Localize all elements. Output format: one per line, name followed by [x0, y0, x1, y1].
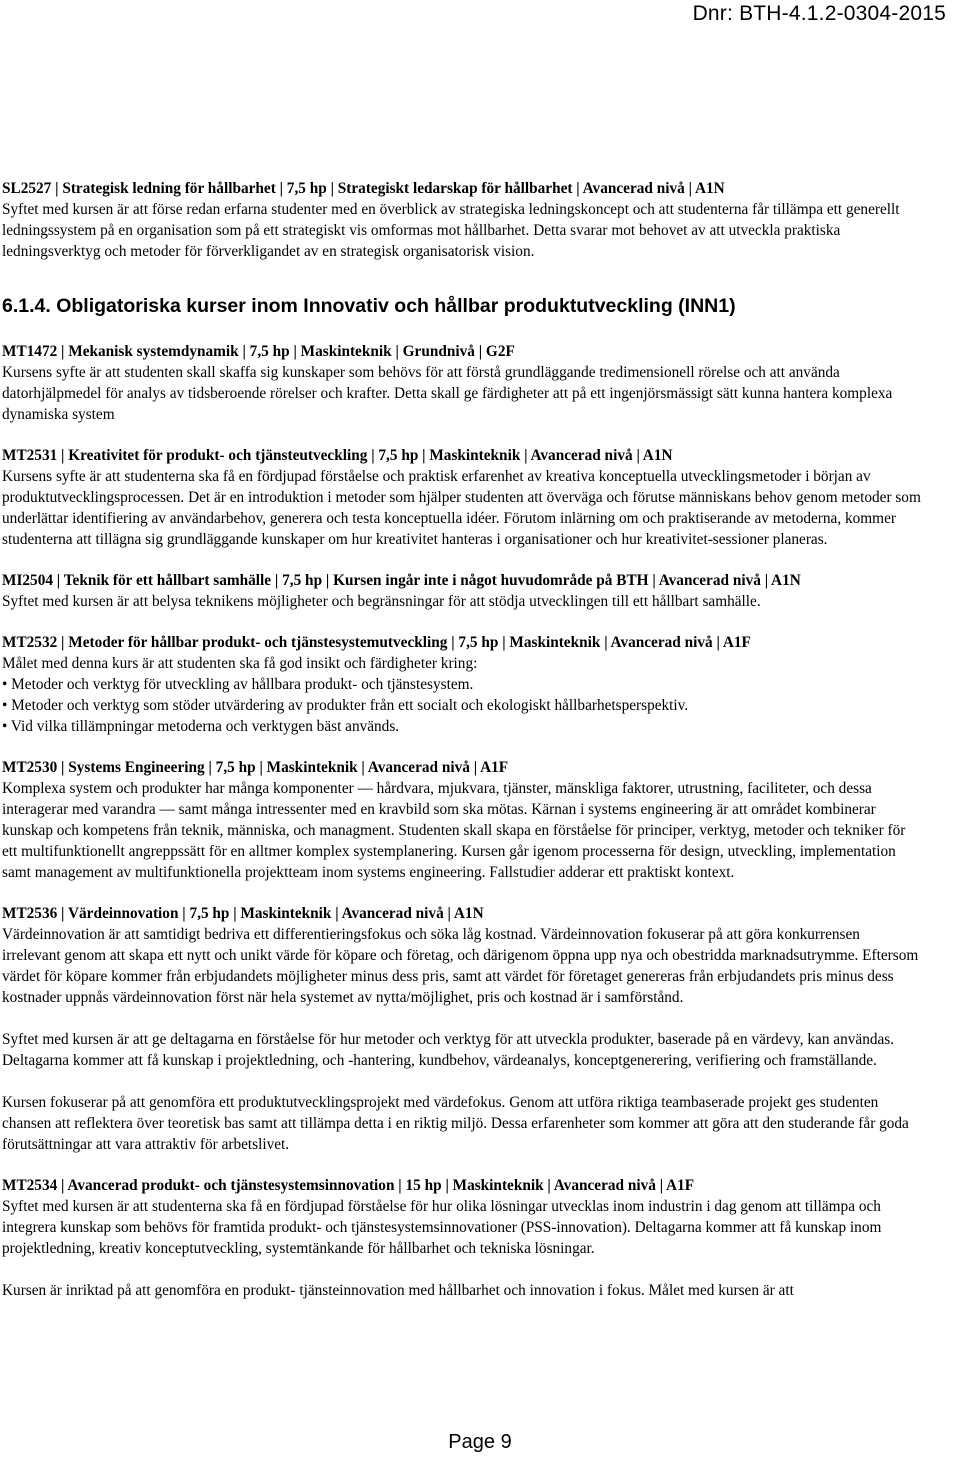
course-title: MT2531 | Kreativitet för produkt- och tjänsteutveckling | 7,5 hp | Maskinteknik | Avancerad nivå | A1N: [2, 447, 673, 464]
course-intro: Målet med denna kurs är att studenten ska få god insikt och färdigheter kring:: [2, 655, 478, 672]
course-description: Kursens syfte är att studenterna ska få en fördjupad förståelse och praktisk erfarenhet av kreativa konceptuella utvecklingsmetoder i början av produktutvecklingsprocessen. Det är en introduktion i metoder som hjälper studenten att överväga och förutse människans behov genom metoder som underlättar identifiering av användarbehov, generera och testa konceptuella idéer. Förutom inlärning om och praktiserande av metoderna, kommer studenterna att tillägna sig grundläggande kunskaper om hur kreativitet hanteras i organisationer och hur kreativitet-sessioner planeras.: [2, 468, 921, 548]
course-mi2504: [2, 570, 922, 612]
course-mt2532: [2, 632, 922, 737]
course-title: SL2527 | Strategisk ledning för hållbarhet | 7,5 hp | Strategiskt ledarskap för hållbarhet | Avancerad nivå | A1N: [2, 180, 725, 197]
course-mt1472: [2, 341, 922, 425]
course-sl2527: [2, 178, 922, 262]
course-mt2534: [2, 1175, 922, 1301]
course-mt2531: [2, 445, 922, 550]
document-number: Dnr: BTH-4.1.2-0304-2015: [692, 2, 946, 25]
course-mt2530: [2, 757, 922, 883]
course-title: MT2536 | Värdeinnovation | 7,5 hp | Maskinteknik | Avancerad nivå | A1N: [2, 905, 484, 922]
page-content: [2, 178, 922, 1321]
course-title: MT2532 | Metoder för hållbar produkt- och tjänstesystemutveckling | 7,5 hp | Maskinteknik | Avancerad nivå | A1F: [2, 634, 751, 651]
course-description: Värdeinnovation är att samtidigt bedriva ett differentieringsfokus och söka låg kostnad. Värdeinnovation fokuserar på att göra konkurrensen irrelevant genom att skapa ett nytt och unikt värde för köpare och företag, och därigenom öppna upp nya och obestridda marknadsutrymme. Eftersom värdet för köpare kommer från erbjudandets möjligheter minus dess pris, samt att värdet för företaget genereras från erbjudandets pris minus dess kostnader uppnås värdeinnovation först när hela systemet av nytta/möjlighet, pris och kostnad är i samförstånd.: [2, 926, 919, 1006]
course-mt2536: [2, 903, 922, 1155]
course-description: Syftet med kursen är att förse redan erfarna studenter med en överblick av strategiska ledningskoncept och att studenterna får tillämpa ett generellt ledningssystem på en organisation som på ett strategiskt vis omformas mot hållbarhet. Detta svarar mot behovet av att utveckla praktiska ledningsverktyg och metoder för förverkligandet av en strategisk organisatorisk vision.: [2, 201, 900, 260]
course-description: Kursen fokuserar på att genomföra ett produktutvecklingsprojekt med värdefokus. Genom att utföra riktiga teambaserade projekt ges studenten chansen att reflektera över teoretisk bas samt att tillämpa detta i en riktig miljö. Dessa erfarenheter som kommer att göra att den studerande får goda förutsättningar att vara attraktiv för arbetslivet.: [2, 1094, 909, 1153]
bullet-item: • Metoder och verktyg för utveckling av hållbara produkt- och tjänstesystem.: [2, 676, 474, 693]
course-description: Syftet med kursen är att belysa teknikens möjligheter och begränsningar för att stödja utvecklingen till ett hållbart samhälle.: [2, 593, 761, 610]
course-description: Kursens syfte är att studenten skall skaffa sig kunskaper som behövs för att förstå grundläggande tredimensionell rörelse och att använda datorhjälpmedel för analys av tidsberoende rörelser och krafter. Detta skall ge färdigheter att på ett ingenjörsmässigt sätt kunna hantera komplexa dynamiska system: [2, 364, 893, 423]
section-heading: 6.1.4. Obligatoriska kurser inom Innovativ och hållbar produktutveckling (INN1): [2, 295, 736, 317]
course-description: Kursen är inriktad på att genomföra en produkt- tjänsteinnovation med hållbarhet och innovation i fokus. Målet med kursen är att: [2, 1282, 794, 1299]
course-title: MT2530 | Systems Engineering | 7,5 hp | Maskinteknik | Avancerad nivå | A1F: [2, 759, 509, 776]
course-title: MT1472 | Mekanisk systemdynamik | 7,5 hp | Maskinteknik | Grundnivå | G2F: [2, 343, 515, 360]
course-title: MT2534 | Avancerad produkt- och tjänstesystemsinnovation | 15 hp | Maskinteknik | Avancerad nivå | A1F: [2, 1177, 695, 1194]
bullet-item: • Metoder och verktyg som stöder utvärdering av produkter från ett socialt och ekologiskt hållbarhetsperspektiv.: [2, 697, 689, 714]
course-title: MI2504 | Teknik för ett hållbart samhälle | 7,5 hp | Kursen ingår inte i något huvudområde på BTH | Avancerad nivå | A1N: [2, 572, 801, 589]
course-description: Komplexa system och produkter har många komponenter — hårdvara, mjukvara, tjänster, mänskliga faktorer, utrustning, faciliteter, och dessa interagerar med varandra — samt många intressenter med en kravbild som ska mötas. Kärnan i systems engineering är att området kombinerar kunskap och kompetens från teknik, människa, och managment. Studenten skall skapa en förståelse för principer, verktyg, metoder och tekniker för ett multifunktionellt angreppssätt för en alltmer komplex systemplanering. Kursen går igenom processerna för design, utveckling, implementation samt management av multifunktionella projektteam inom systems engineering. Fallstudier adderar ett praktiskt kontext.: [2, 780, 906, 881]
course-description: Syftet med kursen är att studenterna ska få en fördjupad förståelse för hur olika lösningar utvecklas inom industrin i dag genom att tillämpa och integrera kunskap som behövs för framtida produkt- och tjänstesystemsinnovationer (PSS-innovation). Deltagarna kommer att få kunskap inom projektledning, kreativ konceptutveckling, systemtänkande för hållbarhet och tekniska lösningar.: [2, 1198, 882, 1257]
bullet-item: • Vid vilka tillämpningar metoderna och verktygen bäst används.: [2, 718, 400, 735]
course-description: Syftet med kursen är att ge deltagarna en förståelse för hur metoder och verktyg för att utveckla produkter, baserade på en värdevy, kan användas. Deltagarna kommer att få kunskap i projektledning, och -hantering, kundbehov, värdeanalys, konceptgenerering, verifiering och framställande.: [2, 1031, 895, 1069]
page-number: Page 9: [448, 1431, 512, 1453]
